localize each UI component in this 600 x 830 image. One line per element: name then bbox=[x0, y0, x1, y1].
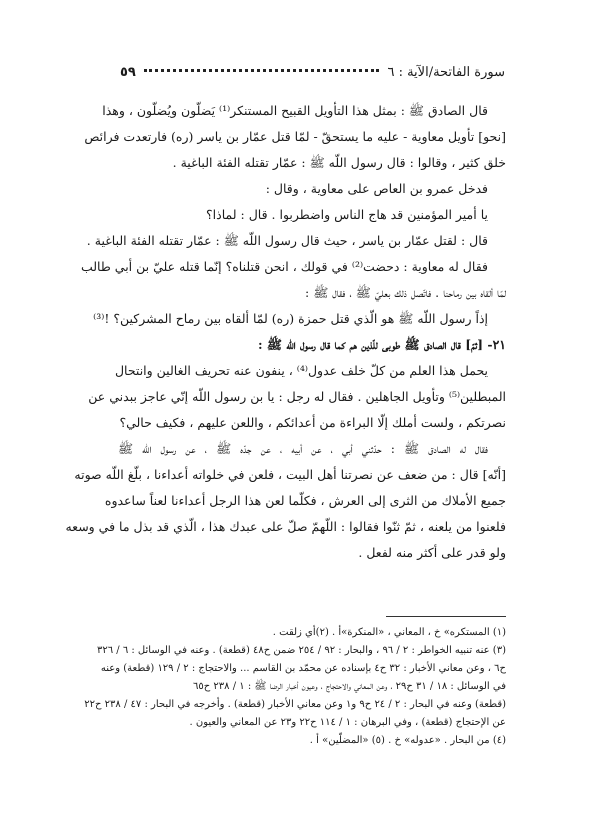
page-header bbox=[120, 60, 505, 84]
text-line: جميع الأملاك من الثرى إلى العرش ، فكلّما لعن هذا الرجل أعداءنا لعناً ساعدوه bbox=[104, 493, 506, 508]
header-dotted-rule bbox=[144, 69, 380, 72]
footnote-line: عن الإحتجاج (قطعة) ، وفي البرهان : ١ / ١١٤ ح٢٢ و٢٣ عن المعاني والعيون . bbox=[189, 717, 506, 728]
text-line: يا أمير المؤمنين قد هاج الناس واضطربوا . قال : لماذا؟ bbox=[206, 207, 488, 222]
text-line: قال الصادق ﷺ : بمثل هذا التأويل القبيح المستنكر⁽¹⁾ يَضلّون ويُضلّون ، وهذا bbox=[102, 103, 488, 118]
main-text bbox=[65, 98, 506, 566]
running-title: سورة الفاتحة/الآية : ٦ bbox=[387, 64, 505, 80]
footnote-line: (١) المستكره» خ ، المعاني ، «المنكرة»أ . (٢)أي زلقت . bbox=[272, 627, 506, 638]
text-line: فدخل عمرو بن العاص على معاوية ، وقال : bbox=[265, 181, 488, 196]
footnote-line: ح٦ ، وعن معاني الأخبار : ٣٢ ح٤ بإسناده عن محمّد بن القاسم ... والاحتجاج : ٢ / ١٢٩ (قطعة) وعنه bbox=[100, 663, 506, 674]
text-line: [أنّه] قال : من ضعف عن نصرتنا أهل البيت ، فلعن في خلواته أعداءنا ، بلّغ اللّه صوته bbox=[74, 467, 506, 482]
section-heading: ٢١- [ثمّ] قال الصادق ﷺ طوبى للّذين هم كما قال رسول اللّه ﷺ : bbox=[257, 337, 506, 352]
text-line: المبطلين⁽⁵⁾ وتأويل الجاهلين . فقال له رجل : يا بن رسول اللّه إنّي عاجز ببدني عن bbox=[88, 389, 506, 404]
text-line: لمّا ألقاه بين رماحنا . فاتّصل ذلك بعليّ ﷺ ، فقال ﷺ : bbox=[305, 285, 506, 300]
footnote-line: (قطعة) وعنه في البحار : ٢ / ٢٤ ح٩ و١ وعن معاني الأخبار (قطعة) . وأخرجه في البحار : ٤٧ / ٢٣٨ ح٢٢ bbox=[84, 699, 506, 710]
text-line: نصرتكم ، ولست أملك إلّا البراءة من أعدائكم ، واللعن عليهم ، فكيف حالي؟ bbox=[119, 415, 506, 430]
footnote-line: (٣) عنه تنبيه الخواطر : ٢ / ٩٦ ، والبحار : ٩٢ / ٢٥٤ ضمن ح٤٨ (قطعة) . وعنه في الوسائل : ٦ / ٣٢٦ bbox=[96, 645, 506, 656]
text-line: فقال له الصادق ﷺ : حدّثني أبي ، عن أبيه ، عن جدّه ﷺ ، عن رسول اللّه ﷺ bbox=[118, 441, 488, 456]
text-line: قال : لقتل عمّار بن ياسر ، حيث قال رسول اللّه ﷺ : عمّار تقتله الفئة الباغية . bbox=[86, 233, 488, 248]
footnote-line: (٤) من البحار . «عدوله» خ . (٥) «المضلّين» أ . bbox=[309, 735, 506, 746]
text-line: [نحو] تأويل معاوية - عليه ما يستحقّ - لمّا قتل عمّار بن ياسر (ره) فارتعدت فرائص bbox=[84, 129, 506, 144]
text-line: يحمل هذا العلم من كلّ خلف عدول⁽⁴⁾ ، ينفون عنه تحريف الغالين وانتحال bbox=[114, 363, 488, 378]
footnote-line: في الوسائل : ١٨ / ٣١ ح٢٩ ، وعن المعاني والاحتجاج ، وعيون أخبار الرضا ﷺ : ١ / ٢٣٨ ح٦٥ bbox=[193, 681, 506, 692]
text-line: فقال له معاوية : دحضت⁽²⁾ في قولك ، انحن قتلناه؟ إنّما قتله عليّ بن أبي طالب bbox=[80, 259, 488, 274]
text-line: فلعنوا من يلعنه ، ثمّ ثنّوا فقالوا : اللّهمّ صلّ على عبدك هذا ، الّذي قد بذل ما في وسعه bbox=[65, 519, 506, 534]
footnotes bbox=[84, 624, 506, 750]
text-line: إذاً رسول اللّه ﷺ هو الّذي قتل حمزة (ره) لمّا ألقاه بين رماح المشركين؟ !⁽³⁾ bbox=[93, 311, 488, 326]
text-line: خلق كثير ، وقالوا : قال رسول اللّه ﷺ : عمّار تقتله الفئة الباغية . bbox=[172, 155, 506, 170]
footnote-separator bbox=[386, 616, 506, 617]
page-number: ٥٩ bbox=[120, 64, 136, 80]
text-line: ولو قدر على أكثر منه لفعل . bbox=[358, 545, 506, 560]
